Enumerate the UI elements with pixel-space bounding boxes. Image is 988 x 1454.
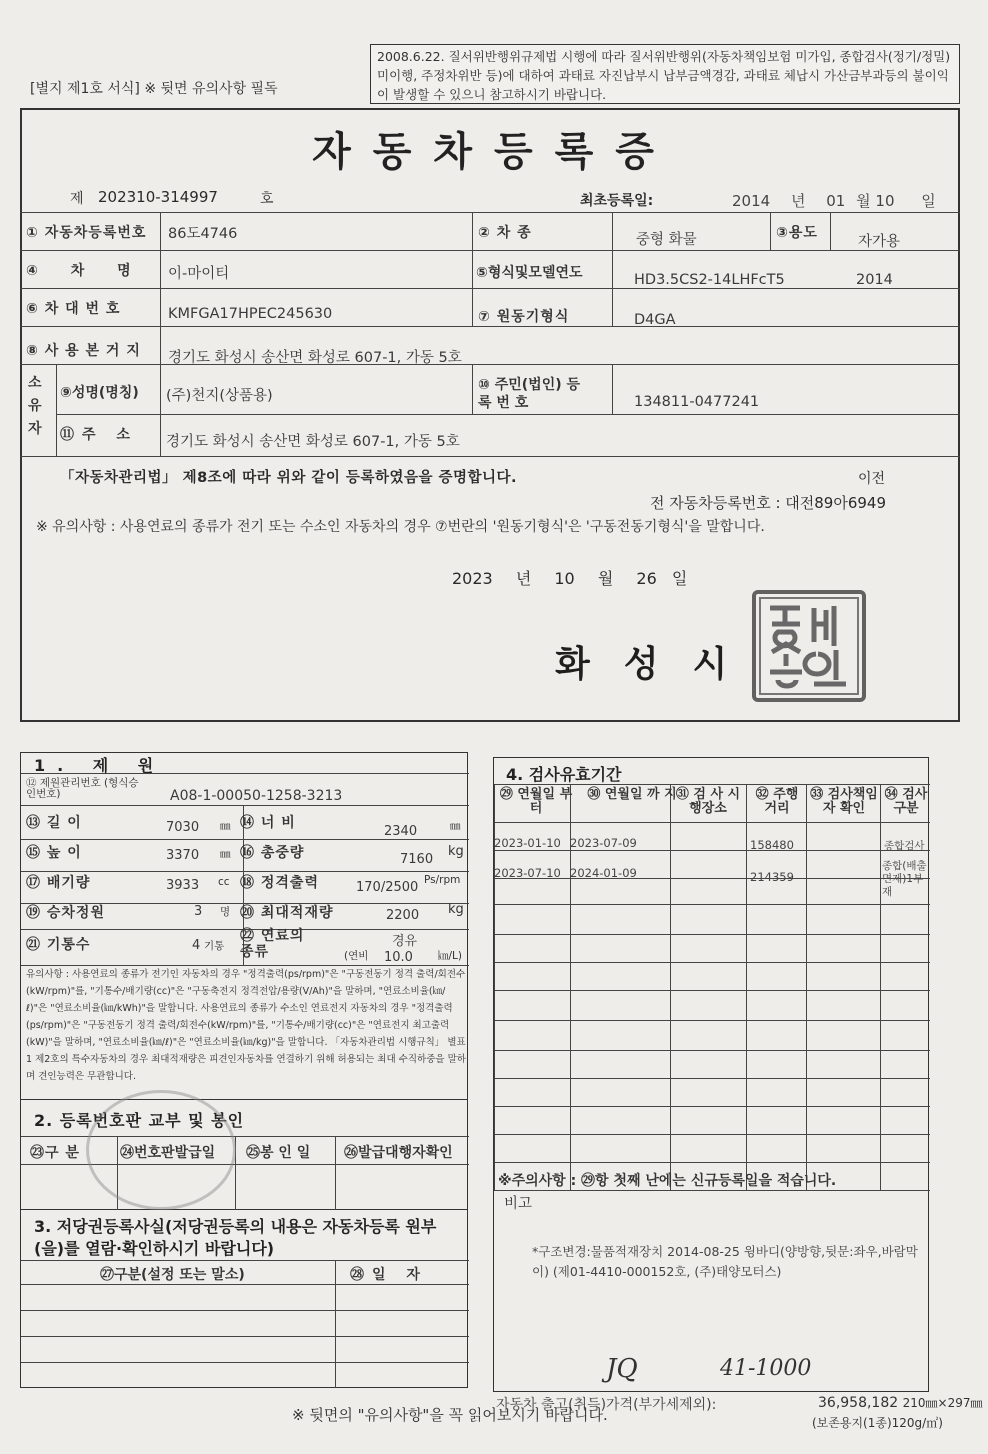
width-label: ⑭ 너 비 [240, 815, 296, 831]
reg-no-suffix: 호 [260, 191, 274, 207]
vin-label: ⑥ 차 대 번 호 [26, 301, 121, 317]
issue-month: 10 [554, 569, 575, 588]
certify-text: 「자동차관리법」 제8조에 따라 위와 같이 등록하였음을 증명합니다. [60, 470, 518, 486]
first-reg-year: 2014 [732, 192, 771, 210]
issue-m: 월 [597, 569, 614, 588]
disp-label: ⑰ 배기량 [26, 875, 91, 891]
penalty-notice: 2008.6.22. 질서위반행위규제법 시행에 따라 질서위반행위(자동차책임보험 미가입, 종합검사(정기/정밀)미이행, 주정차위반 등)에 대하여 과태료 자진납부시 납부금액경감, 과태료 체납시 가산금부과등의 불이익이 발생할 수 있으니 참고하시기 바랍니다. [370, 44, 960, 104]
inspect-col-5: ㉞ 검사 구분 [884, 787, 928, 816]
remarks-text: *구조변경:물품적재장치 2014-08-25 윙바디(양방향,뒷문:좌우,바람막이) (제01-4410-000152호, (주)태양모터스) [532, 1244, 918, 1279]
transfer-mark: 이전 [858, 471, 886, 487]
eff-value: 10.0 [384, 950, 413, 965]
model-value: HD3.5CS2-14LHFcT5 [634, 272, 785, 288]
issuer-name: 화성시 [555, 643, 762, 685]
cyl-value: 4 [192, 938, 201, 953]
seats-label: ⑲ 승차정원 [26, 905, 105, 921]
name-label: ④ 차 명 [26, 263, 145, 279]
gross-label: ⑯ 총중량 [240, 845, 305, 861]
first-reg-m: 월 [856, 192, 871, 210]
model-label: ⑤형식및모델연도 [476, 265, 583, 281]
base-value: 경기도 화성시 송산면 화성로 607-1, 가동 5호 [168, 350, 462, 366]
power-label: ⑱ 정격출력 [240, 875, 319, 891]
round-stamp-icon [86, 1090, 236, 1210]
payload-value: 2200 [386, 908, 420, 923]
owner-label: 소유자 [28, 375, 43, 437]
spec-note: 유의사항 : 사용연료의 종류가 전기인 자동차의 경우 "정격출력(ps/rpm)"은 "구동전동기 정격 출력/회전수(kW/rpm)"를, "기통수/배기량(cc)"은 "구동축전지 정격전압/용량(V/Ah)"을 말하며, "연료소비율(㎞/ℓ)"은 "연료소비율(㎞/kWh)"을 말합니다. 사용연료의 종류가 수소인 연료전지 자동차의 경우 "정격출력(ps/rpm)"은 "구동전동기 정격 출력/회전수(kW/rpm)"를, "기통수/배기량(cc)"은 "연료전지 최고출력(kW)"을 말하며, "연료소비율(㎞/ℓ)"은 "연료소비율(㎞/kg)"을 말합니다. 「자동차관리법 시행규칙」 별표 1 제2호의 특수자동차의 경우 최대적재량은 피견인자동차를 연결하기 위해 허용되는 최대 수직하중을 말하며 견인능력은 무관합니다. [26, 969, 466, 1082]
issue-y: 년 [515, 569, 532, 588]
power-value: 170/2500 [356, 880, 419, 895]
plate-col-0: ㉓구 분 [30, 1145, 80, 1161]
disp-value: 3933 [166, 878, 200, 893]
paper-spec: (보존용지(1종)120g/㎡) [812, 1416, 943, 1430]
width-unit: ㎜ [450, 820, 461, 832]
corp-no-label: ⑩ 주민(법인) 등 록 번 호 [478, 377, 581, 411]
plate-title: 2. 등록번호판 교부 및 봉인 [34, 1111, 245, 1130]
mortgage-col-1: ㉘일 자 [350, 1267, 428, 1283]
corp-no-value: 134811-0477241 [634, 394, 760, 410]
inspect-title: 4. 검사유효기간 [506, 765, 622, 784]
address-label: ⑪주 소 [60, 427, 138, 443]
plate-col-1: ㉔번호판발급일 [120, 1145, 216, 1161]
inspect-col-0: ㉙ 연월일 부 터 [499, 787, 573, 816]
base-label: ⑧ 사 용 본 거 지 [26, 343, 141, 359]
name-value: 이-마이티 [168, 266, 230, 282]
inspect-row-0-to: 2023-07-09 [570, 836, 637, 850]
use-value: 자가용 [858, 234, 901, 250]
mortgage-title: 3. 저당권등록사실(저당권등록의 내용은 자동차등록 원부(을)를 열람·확인하시기 바랍니다) [34, 1217, 437, 1258]
model-year: 2014 [856, 272, 893, 288]
power-unit: Ps/rpm [424, 874, 461, 886]
plate-col-2: ㉕봉 인 일 [246, 1145, 311, 1161]
inspect-col-1: ㉚ 연월일 까 지 [587, 787, 677, 802]
vin-value: KMFGA17HPEC245630 [168, 306, 333, 322]
inspection-section [493, 757, 929, 1392]
inspect-col-4: ㉝ 검사책임자 확인 [810, 787, 878, 816]
approval-value: A08-1-00050-1258-3213 [170, 788, 343, 804]
document-title: 자동차등록증 [312, 128, 676, 175]
seal-glyph [756, 594, 862, 698]
height-value: 3370 [166, 848, 200, 863]
inspect-row-0-from: 2023-01-10 [494, 836, 561, 850]
inspect-row-0-km: 158480 [750, 838, 794, 852]
plate-col-3: ㉖발급대행자확인 [344, 1145, 453, 1161]
fuel-label: ㉒ 연료의 종류 [240, 928, 305, 960]
engine-label: ⑦ 원동기형식 [478, 309, 570, 325]
signature-2: 41-1000 [720, 1356, 812, 1381]
issue-date [452, 566, 687, 589]
mortgage-col-0: ㉗구분(설정 또는 말소) [100, 1267, 245, 1283]
reg-no: 202310-314997 [98, 188, 218, 206]
owner-name-label: ⑨성명(명칭) [60, 385, 139, 401]
eff-unit: ㎞/L) [438, 950, 462, 962]
cyl-unit: 기통 [204, 940, 225, 952]
remarks-label: 비고 [504, 1196, 533, 1212]
payload-unit: kg [448, 902, 464, 917]
first-reg-month: 01 [826, 192, 846, 210]
form-label: [별지 제1호 서식] ※ 뒷면 유의사항 필독 [30, 81, 278, 97]
eff-label: (연비 [344, 950, 369, 962]
inspect-col-3: ㉜ 주행 거리 [755, 787, 799, 816]
address-value: 경기도 화성시 송산면 화성로 607-1, 가동 5호 [166, 434, 460, 450]
owner-name-value: (주)천지(상품용) [166, 388, 273, 404]
previous-plate: 전 자동차등록번호 : 대전89아6949 [650, 494, 887, 512]
inspect-row-1-to: 2024-01-09 [570, 866, 637, 880]
gross-unit: kg [448, 844, 464, 859]
payload-label: ⑳ 최대적재량 [240, 905, 334, 921]
type-label: ② 차 종 [478, 225, 532, 241]
paper-size: 210㎜×297㎜ [902, 1396, 983, 1410]
seats-value: 3 [194, 904, 203, 919]
disp-unit: cc [218, 876, 230, 888]
fuel-value: 경유 [392, 934, 418, 949]
issue-d: 일 [671, 569, 688, 588]
seats-unit: 명 [220, 906, 231, 918]
first-reg-day: 10 [875, 192, 895, 210]
first-reg-d: 일 [921, 192, 936, 210]
plate-value: 86도4746 [168, 226, 238, 242]
length-value: 7030 [166, 820, 200, 835]
issue-day: 26 [636, 569, 657, 588]
fuel-note: ※ 유의사항 : 사용연료의 종류가 전기 또는 수소인 자동차의 경우 ⑦번란의 '원동기형식'은 '구동전동기형식'을 말합니다. [36, 519, 765, 535]
price-label: 자동차 출고(취득)가격(부가세제외): [496, 1397, 717, 1413]
footer-note: ※ 뒷면의 "유의사항"을 꼭 읽어보시기 바랍니다. [292, 1406, 608, 1424]
height-unit: ㎜ [220, 848, 231, 860]
issue-year: 2023 [452, 569, 493, 588]
price-value [818, 1394, 983, 1411]
price-amount: 36,958,182 [818, 1395, 899, 1411]
cyl-label: ㉑ 기통수 [26, 937, 91, 953]
fields-grid [20, 212, 960, 456]
approval-label: ⑫ 제원관리번호 (형식승인번호) [26, 777, 139, 800]
width-value: 2340 [384, 824, 418, 839]
signature-1: JQ [606, 1354, 638, 1384]
length-unit: ㎜ [220, 820, 231, 832]
gross-value: 7160 [400, 852, 434, 867]
inspect-row-0-kind: 종합검사 [884, 840, 925, 852]
use-label: ③용도 [776, 225, 818, 241]
first-reg-date [732, 190, 936, 211]
plate-label: ① 자동차등록번호 [26, 225, 147, 241]
reg-no-prefix: 제 [70, 191, 84, 207]
inspect-row-1-from: 2023-07-10 [494, 866, 561, 880]
spec-title: 1. 제 원 [34, 756, 166, 775]
first-reg-y: 년 [790, 192, 806, 210]
official-seal-icon [752, 590, 866, 702]
type-value: 중형 화물 [636, 232, 697, 248]
engine-value: D4GA [634, 312, 676, 328]
length-label: ⑬ 길 이 [26, 815, 82, 831]
inspect-row-1-km: 214359 [750, 870, 794, 884]
inspect-col-2: ㉛ 검 사 시행장소 [675, 787, 741, 816]
inspect-notice: ※주의사항 : ㉙항 첫째 난에는 신규등록일을 적습니다. [498, 1173, 837, 1189]
inspect-row-1-kind: 종합(배출면제)1부재 [882, 860, 927, 898]
first-reg-label: 최초등록일: [580, 193, 654, 209]
height-label: ⑮ 높 이 [26, 845, 82, 861]
